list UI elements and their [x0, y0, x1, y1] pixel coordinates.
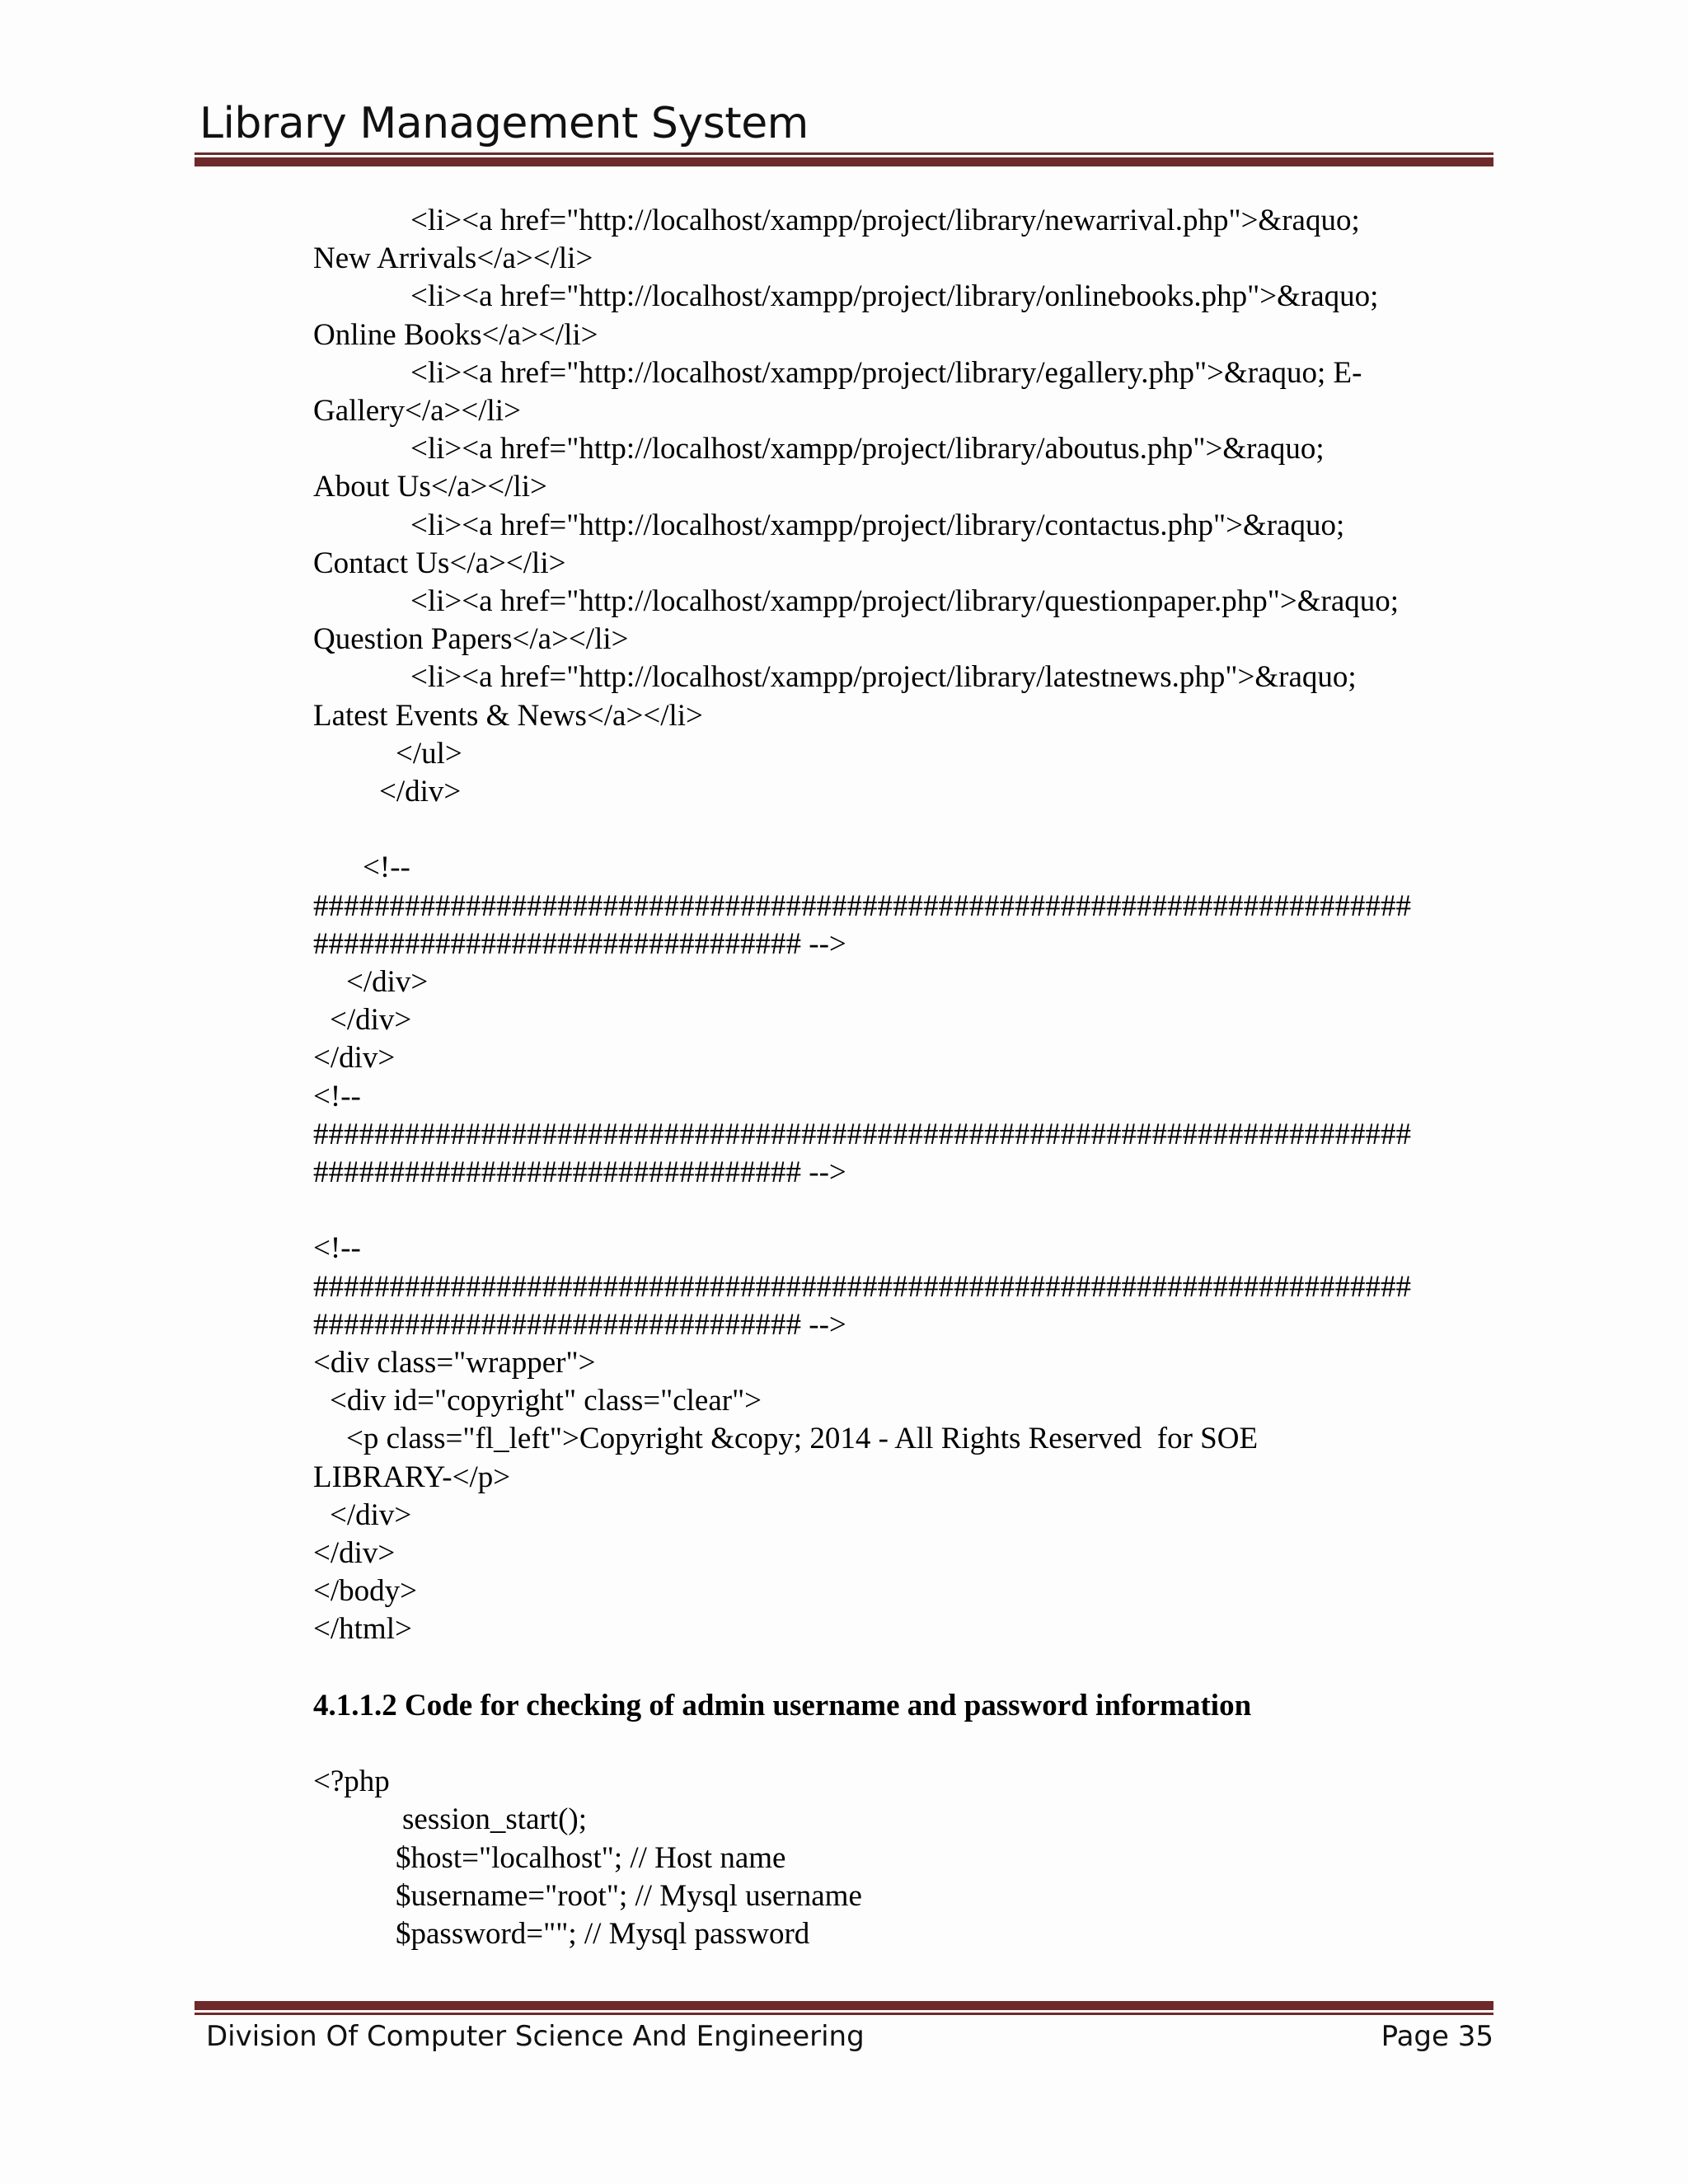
- code-line: <div id="copyright" class="clear">: [330, 1384, 762, 1418]
- code-line: Gallery</a></li>: [313, 394, 521, 428]
- code-line: </html>: [313, 1612, 412, 1647]
- code-line: Latest Events & News</a></li>: [313, 698, 703, 733]
- code-line: New Arrivals</a></li>: [313, 241, 593, 276]
- code-line: session_start();: [402, 1802, 588, 1837]
- page-header-title: Library Management System: [199, 99, 809, 148]
- code-line: ################################ -->: [313, 926, 846, 961]
- code-line: <li><a href="http://localhost/xampp/project/library/latestnews.php">&raquo;: [410, 660, 1357, 695]
- footer-rule-thin: [195, 2013, 1493, 2015]
- code-line: ########################################################################: [313, 888, 1411, 923]
- code-line: Online Books</a></li>: [313, 317, 598, 352]
- code-line: <p class="fl_left">Copyright &copy; 2014 - All Rights Reserved for SOE: [346, 1422, 1259, 1456]
- code-line: <!--: [313, 1079, 361, 1113]
- code-line: ########################################################################: [313, 1269, 1411, 1304]
- code-line: $password=""; // Mysql password: [396, 1917, 810, 1951]
- code-line: ################################ -->: [313, 1307, 846, 1342]
- code-line: $username="root"; // Mysql username: [396, 1878, 862, 1913]
- code-line: $host="localhost"; // Host name: [396, 1840, 786, 1875]
- section-heading: 4.1.1.2 Code for checking of admin username and password information: [313, 1688, 1252, 1722]
- code-line: Contact Us</a></li>: [313, 546, 566, 580]
- code-line: </div>: [313, 1041, 396, 1076]
- header-rule-thin: [195, 152, 1493, 155]
- footer-division: Division Of Computer Science And Engineering: [206, 2020, 865, 2053]
- footer-page-number: Page 35: [1381, 2020, 1493, 2053]
- code-line: <li><a href="http://localhost/xampp/project/library/aboutus.php">&raquo;: [410, 432, 1325, 466]
- code-line: <div class="wrapper">: [313, 1346, 596, 1380]
- code-line: ################################ -->: [313, 1155, 846, 1189]
- code-line: ########################################################################: [313, 1117, 1411, 1151]
- code-line: LIBRARY-</p>: [313, 1460, 511, 1494]
- code-line: <li><a href="http://localhost/xampp/project/library/newarrival.php">&raquo;: [410, 204, 1360, 237]
- code-line: <li><a href="http://localhost/xampp/project/library/questionpaper.php">&raquo;: [410, 584, 1400, 618]
- code-line: About Us</a></li>: [313, 470, 547, 504]
- code-line: </div>: [379, 775, 462, 808]
- code-line: <?php: [313, 1765, 390, 1799]
- code-line: </div>: [346, 965, 429, 999]
- code-line: </div>: [313, 1536, 396, 1570]
- code-line: <li><a href="http://localhost/xampp/project/library/onlinebooks.php">&raquo;: [410, 279, 1379, 314]
- code-line: <li><a href="http://localhost/xampp/project/library/egallery.php">&raquo; E-: [410, 355, 1362, 390]
- footer-rule-thick: [195, 2001, 1493, 2010]
- code-line: Question Papers</a></li>: [313, 622, 629, 657]
- code-line: </div>: [330, 1003, 412, 1038]
- code-line: <!--: [313, 1231, 361, 1266]
- code-line: </body>: [313, 1574, 418, 1609]
- header-rule-thick: [195, 157, 1493, 166]
- code-line: </ul>: [396, 736, 462, 771]
- code-line: </div>: [330, 1497, 412, 1532]
- code-line: <li><a href="http://localhost/xampp/project/library/contactus.php">&raquo;: [410, 508, 1345, 542]
- code-line: <!--: [363, 851, 410, 885]
